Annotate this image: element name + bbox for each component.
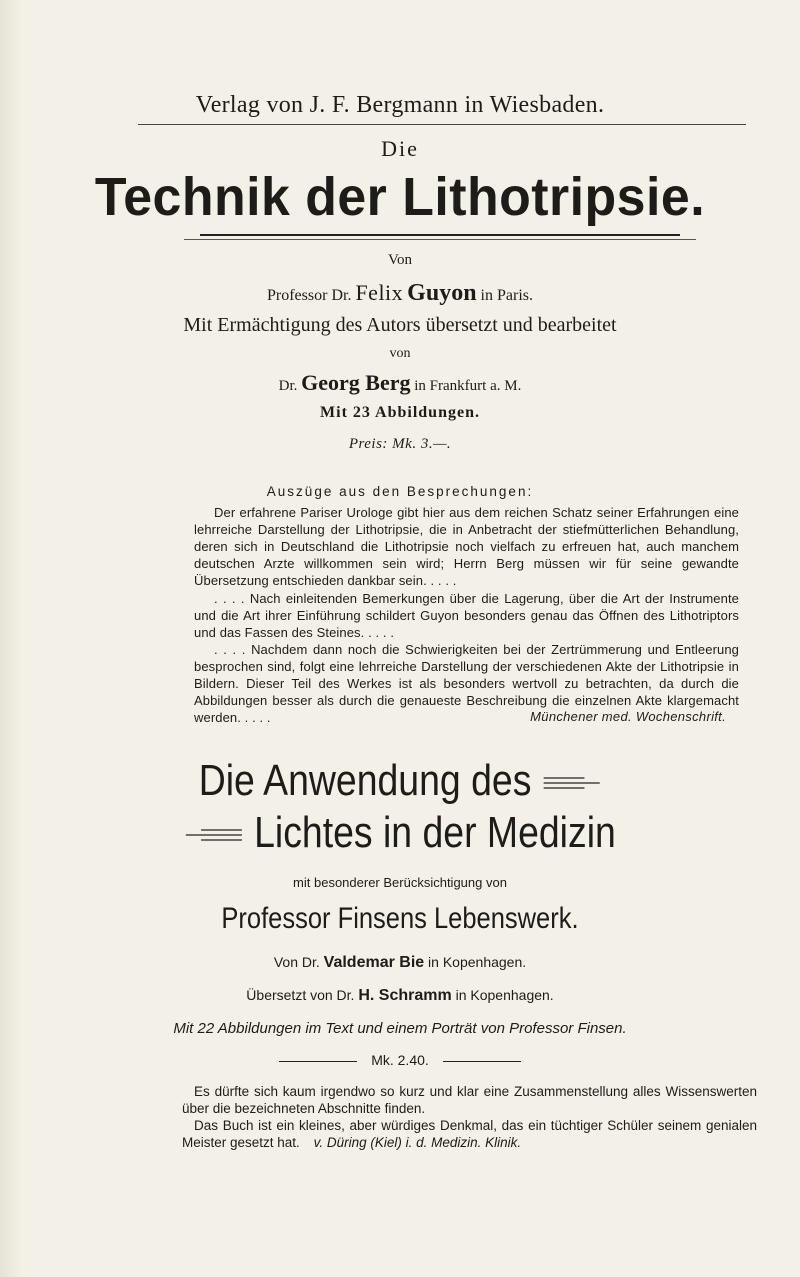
author-suffix: in Paris.	[480, 287, 533, 304]
translator-name: Georg Berg	[301, 370, 411, 395]
review-paragraph-2: . . . . Nach einleitenden Bemerkungen über die Lagerung, über die Art der Instrumente und die Art ihrer Einführung schildert Guyon besonders genau das Öffnen des Lithotriptors und das Fassen des Steines. . . . .	[194, 591, 739, 640]
translator-prefix: Dr.	[278, 378, 298, 394]
author-first-name: Felix	[355, 280, 404, 305]
title-rule-thin	[184, 239, 696, 240]
book2-translator-name: H. Schramm	[358, 987, 452, 1004]
book1-author	[0, 280, 800, 307]
price-rule-left	[279, 1061, 357, 1062]
book1-von2: von	[389, 346, 411, 361]
author-prefix: Professor Dr.	[267, 287, 352, 304]
book2-title-text1: Die Anwendung des	[198, 756, 532, 805]
book1-price: Preis: Mk. 3.—.	[348, 436, 452, 452]
book1-illustrations: Mit 23 Abbildungen.	[320, 404, 480, 421]
book2-subtitle: mit besonderer Berücksichtigung von	[293, 875, 507, 890]
decorative-rule-left	[184, 825, 244, 845]
book2-title-line1	[60, 756, 740, 806]
book2-quote-2-source: v. Düring (Kiel) i. d. Medizin. Klinik.	[313, 1135, 522, 1150]
book2-translator	[0, 987, 800, 1005]
book2-translator-prefix: Übersetzt von Dr.	[246, 987, 355, 1003]
book2-subject: Professor Finsens Lebenswerk.	[221, 902, 579, 935]
book2-price-row	[0, 1052, 800, 1068]
book2-author-prefix: Von Dr.	[273, 954, 320, 970]
book2-author-name: Valdemar Bie	[323, 954, 425, 971]
review-paragraph-1: Der erfahrene Pariser Urologe gibt hier aus dem reichen Schatz seiner Erfahrungen eine lehrreiche Darstellung der Lithotripsie, die in Anbetracht der stiefmütterlichen Behandlung, deren sich in Deutschland die Lithotripsie noch vielfach zu erfreuen hat, auch manchem deutschen Arzte willkommen sein wird; Herrn Berg müssen wir für seine gewandte Übersetzung entschieden dankbar sein. . . . .	[194, 505, 739, 588]
review-source: Münchener med. Wochenschrift.	[530, 709, 726, 724]
book2-title-line2	[60, 808, 740, 858]
book2-author	[0, 954, 800, 972]
book2-translator-suffix: in Kopenhagen.	[455, 987, 554, 1003]
decorative-rule-right	[542, 773, 602, 793]
title-rule-thick	[200, 234, 680, 236]
book2-illustrations: Mit 22 Abbildungen im Text und einem Porträt von Professor Finsen.	[173, 1020, 627, 1037]
book1-translator	[0, 370, 800, 396]
review-paragraph-3: . . . . Nachdem dann noch die Schwierigkeiten bei der Zertrümmerung und Entleerung besprochen sind, folgt eine lehrreiche Darstellung der verschiedenen Akte der Lithotripsie in Bildern. Dieser Teil des Werkes ist als besonders wertvoll zu betrachten, da durch die Abbildungen besser als durch die genaueste Beschreibung die einzelnen Akte klargemacht werden. . . . .	[194, 642, 739, 725]
book2-author-suffix: in Kopenhagen.	[428, 954, 527, 970]
excerpt-heading: Auszüge aus den Besprechungen:	[266, 484, 534, 499]
book2-title-text2: Lichtes in der Medizin	[254, 808, 616, 857]
book2-quote-2-text: Das Buch ist ein kleines, aber würdiges Denkmal, das ein tüchtiger Schüler seinem genialen Meister gesetzt hat.	[182, 1118, 757, 1150]
header-rule	[138, 124, 746, 125]
book1-von: Von	[388, 252, 412, 268]
translator-suffix: in Frankfurt a. M.	[414, 378, 522, 394]
book2-quote-2	[182, 1117, 757, 1151]
book1-title: Technik der Lithotripsie.	[94, 167, 706, 227]
price-rule-right	[443, 1061, 521, 1062]
book2-price: Mk. 2.40.	[371, 1052, 429, 1068]
book1-translated-note: Mit Ermächtigung des Autors übersetzt und bearbeitet	[183, 314, 617, 336]
publisher-line: Verlag von J. F. Bergmann in Wiesbaden.	[195, 92, 605, 118]
book2-quote-1: Es dürfte sich kaum irgendwo so kurz und klar eine Zusammenstellung alles Wissenswerten über die bezeichneten Abschnitte finden.	[182, 1084, 757, 1116]
author-last-name: Guyon	[407, 280, 477, 306]
book1-article: Die	[381, 136, 419, 161]
